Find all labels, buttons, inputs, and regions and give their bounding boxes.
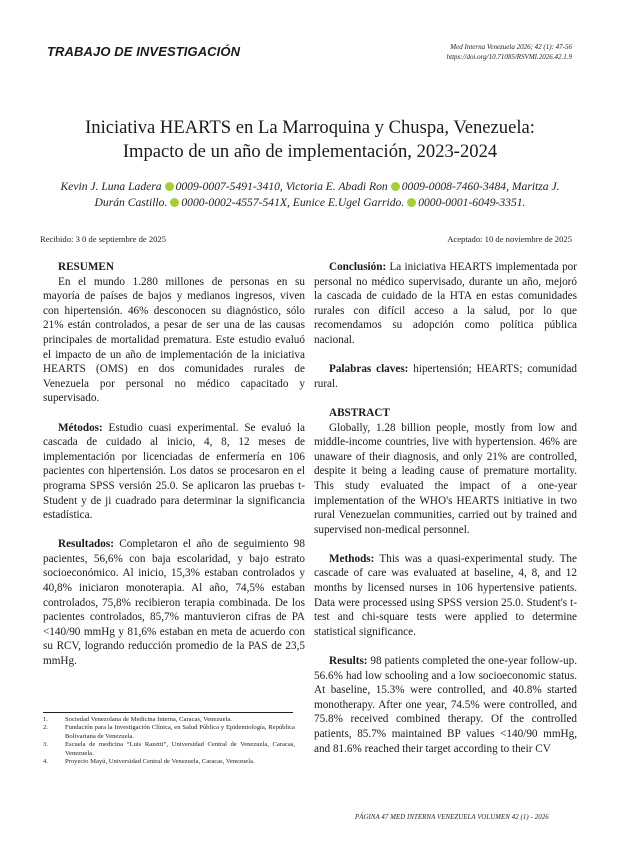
author-name: Eunice E.Ugel Garrido.	[292, 195, 405, 209]
footnote-text: Escuela de medicina “Luis Razetti”, Universidad Central de Venezuela, Caracas, Venezuela.	[65, 741, 295, 757]
orcid-id[interactable]: 0000-0001-6049-3351	[418, 195, 523, 209]
conclusion-label: Conclusión:	[329, 261, 387, 273]
author-name: Maritza J. Durán Castillo.	[94, 180, 560, 209]
resumen-methods	[43, 421, 305, 523]
orcid-icon[interactable]	[165, 182, 174, 191]
title-line-2: Impacto de un año de implementación, 2023-2024	[122, 141, 498, 162]
resumen-intro: En el mundo 1.280 millones de personas en su mayoría de países de bajos y medianos ingresos, viven con hipertensión. 46% desconocen su diagnóstico, sólo 21% están controlados, a pesar de ser una de las causas principales de mortalidad prematura. Este estudio evaluó el impacto de un año de implementación de la iniciativa HEARTS (OMS) en dos comunidades rurales de Venezuela por personal no médico capacitado y supervisado.	[43, 275, 305, 405]
author-name: Victoria E. Abadi Ron	[285, 180, 388, 193]
resumen-conclusion	[314, 260, 577, 348]
affiliation-footnotes	[43, 716, 295, 766]
abstract-heading: ABSTRACT	[329, 406, 390, 419]
accepted-date: Aceptado: 10 de noviembre de 2025	[447, 234, 572, 244]
footnote-item	[43, 758, 295, 766]
resumen-results	[43, 537, 305, 668]
received-date: Recibido: 3 0 de septiembre de 2025	[40, 234, 167, 244]
footnote-divider	[43, 712, 293, 713]
orcid-id[interactable]: 0009-0008-7460-3484	[401, 180, 507, 193]
citation-reference: Med Interna Venezuela 2026; 42 (1): 47-56	[450, 43, 572, 51]
journal-citation	[447, 42, 572, 62]
footnote-number: 2.	[43, 724, 48, 732]
separator: .	[522, 195, 526, 209]
resumen-keywords	[314, 362, 577, 391]
footnote-item	[43, 716, 295, 724]
results-text: Completaron el año de seguimiento 98 pacientes, 56,6% con baja escolaridad, y bajo estrato socioeconómico. Al inicio, 15,3% estaban controlados y 40,8% iniciaron monoterapia. Al año, 74,5% estaban controlados, 75,8% recibieron terapia combinada. De los pacientes controlados, 85,7% mantuvieron cifras de PA <140/90 mmHg y 81,6% estaban en meta de acuerdo con su RCV, logrando reducción promedio de la PAS de 23,5 mmHg.	[43, 538, 305, 668]
resumen-heading: RESUMEN	[58, 261, 114, 273]
abstract-methods	[314, 552, 577, 640]
orcid-icon[interactable]	[407, 198, 416, 207]
title-line-1: Iniciativa HEARTS en La Marroquina y Chuspa, Venezuela:	[85, 117, 535, 138]
separator: ,	[506, 180, 509, 193]
article-title	[40, 116, 580, 164]
page-footer: PÁGINA 47 MED INTERNA VENEZUELA VOLUMEN 42 (1) - 2026	[355, 814, 549, 821]
results-label: Resultados:	[58, 538, 114, 551]
doi-link[interactable]: https://doi.org/10.71085/RSVMI.2026.42.1.9	[446, 53, 572, 61]
keywords-label: Palabras claves:	[329, 363, 409, 376]
methods-label: Methods:	[329, 552, 375, 565]
orcid-id[interactable]: 0009-0007-5491-3410	[175, 180, 280, 193]
author-name: Kevin J. Luna Ladera	[60, 180, 162, 193]
results-text: 98 patients completed the one-year follow-up. 56.6% had low schooling and a low socioeconomic status. At baseline, 15.3% were controlled, and 40.8% started monotherapy. After one year, 74.5% were controlled, and 75.8% received combined therapy. Of the controlled patients, 85.7% maintained BP values <140/90 mmHg, and 81.6% reached their target according to their CV	[314, 655, 577, 755]
abstract-intro: Globally, 1.28 billion people, mostly from low and middle-income countries, live with hypertension. 46% are unaware of their diagnosis, and only 21% are controlled, despite it being a leading cause of premature mortality. This study evaluated the impact of a one-year implementation of the WHO's HEARTS initiative in two rural Venezuelan communities, carried out by trained and supervised non-medical personnel.	[314, 421, 577, 536]
methods-text: This was a quasi-experimental study. The cascade of care was evaluated at baseline, 4, 8, and 12 months by licensed nurses in 106 hypertensive patients. Data were processed using SPSS version 25.0. Student's t-test and chi-square tests were applied to determine statistical significance.	[314, 552, 577, 638]
footnote-text: Proyecto Mayú, Universidad Central de Venezuela, Caracas, Venezuela.	[65, 758, 255, 766]
author	[286, 180, 509, 193]
orcid-id[interactable]: 0000-0002-4557-541X	[181, 195, 287, 209]
keywords-text: hipertensión; HEARTS; comunidad rural.	[314, 363, 577, 390]
footnote-text: Sociedad Venezolana de Medicina Interna, Caracas, Venezuela.	[65, 716, 232, 723]
author	[60, 180, 282, 193]
footnote-number: 3.	[43, 741, 48, 749]
methods-text: Estudio cuasi experimental. Se evaluó la cascada de cuidado al inicio, 4, 8, 12 meses de implementación por licenciadas de enfermería en 106 pacientes con hipertensión. Los datos se procesaron en el programa SPSS versión 25.0. Se aplicaron las pruebas t-Student y de ji cuadrado para determinar la significancia estadística.	[43, 421, 305, 522]
footnote-number: 4.	[43, 758, 48, 766]
separator: ,	[279, 180, 283, 193]
separator: ,	[286, 195, 290, 209]
orcid-icon[interactable]	[391, 182, 400, 191]
author	[293, 196, 526, 209]
abstract-results	[314, 654, 577, 756]
results-label: Results:	[329, 655, 368, 668]
footnote-number: 1.	[43, 716, 48, 723]
left-column	[43, 260, 305, 669]
footnote-text: Fundación para la Investigación Clínica, en Salud Pública y Epidemiología, República Bolivariana de Venezuela.	[65, 724, 295, 740]
section-label: TRABAJO DE INVESTIGACIÓN	[47, 44, 241, 59]
conclusion-text: La iniciativa HEARTS implementada por personal no médico supervisado, durante un año, mejoró la cascada de cuidado de la HTA en estas comunidades rurales con difícil acceso a la salud, por lo que recomendamos su adopción como política pública nacional.	[314, 261, 577, 346]
methods-label: Métodos:	[58, 421, 103, 434]
footnote-item	[43, 741, 295, 758]
right-column	[314, 260, 577, 756]
author-list	[44, 179, 576, 210]
orcid-icon[interactable]	[170, 198, 179, 207]
footnote-item	[43, 724, 295, 741]
